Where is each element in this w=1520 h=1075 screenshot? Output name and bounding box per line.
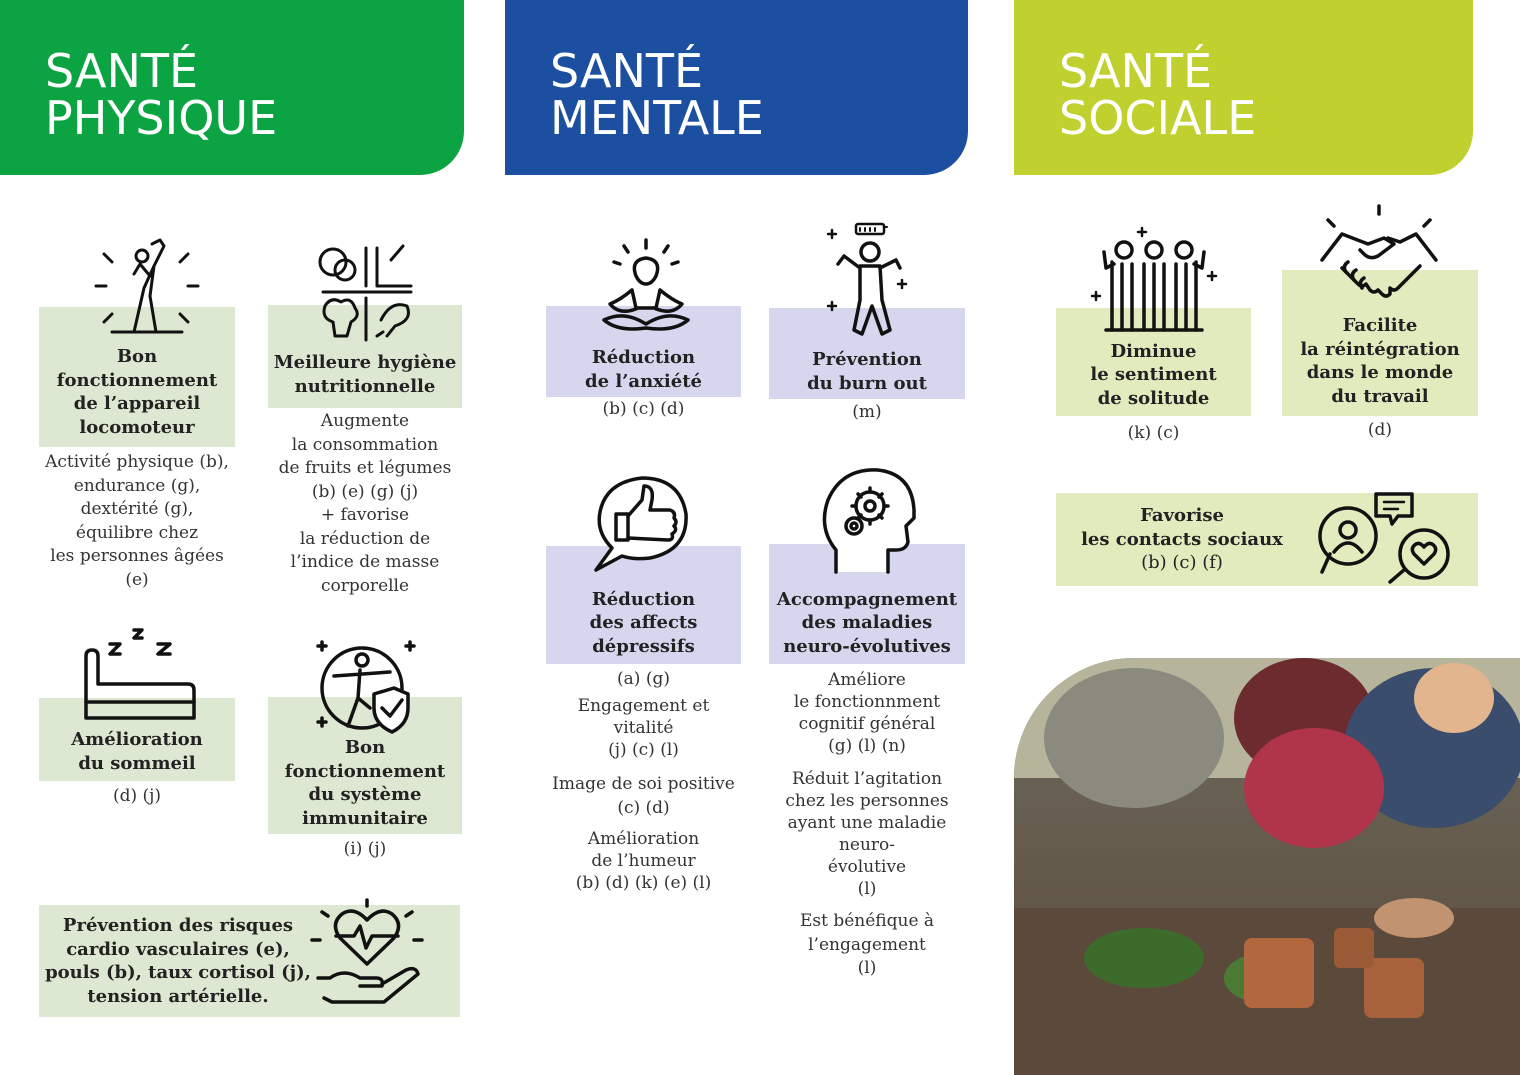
neuro-desc	[769, 669, 965, 757]
banner-line-1: SANTÉ	[1059, 44, 1213, 98]
nutrition-desc	[268, 410, 462, 598]
title-line: Meilleure hygiène	[273, 352, 457, 373]
banner-sante-sociale	[1014, 0, 1473, 175]
head-gears-icon	[818, 466, 920, 576]
banner-sante-physique	[0, 0, 464, 175]
title-line: Bon	[116, 346, 158, 367]
title-line: Amélioration	[71, 729, 203, 750]
title-line: le sentiment	[1090, 364, 1217, 385]
desc-line: (e)	[125, 569, 149, 590]
title-line: Accompagnement	[776, 588, 958, 610]
banner-line-1: SANTÉ	[550, 44, 704, 98]
neuro-desc-2	[769, 768, 965, 900]
desc-line: + favorise	[320, 505, 410, 525]
cardio-text	[39, 914, 317, 1008]
neuro-desc-3	[769, 910, 965, 981]
title-line: du système	[308, 784, 422, 805]
burnout-desc	[769, 401, 965, 425]
handshake-icon	[1318, 204, 1440, 304]
desc-line: (i) (j)	[343, 839, 387, 859]
locomoteur-desc	[39, 451, 235, 592]
title-line: immunitaire	[302, 807, 428, 829]
desc-line: corporelle	[320, 575, 410, 596]
desc-line: Amélioration	[587, 829, 700, 849]
anxiete-desc	[546, 398, 741, 422]
desc-line: le fonctionnment	[793, 692, 941, 712]
desc-line: (l)	[857, 958, 877, 978]
cardio-line: Prévention des risques	[62, 915, 294, 936]
desc-line: (b) (d) (k) (e) (l)	[575, 873, 712, 893]
desc-line: (b) (e) (g) (j)	[311, 481, 419, 502]
title-line: fonctionnement	[284, 760, 446, 782]
bed-sleep-icon	[80, 622, 200, 722]
title-line: neuro-évolutives	[783, 635, 951, 657]
title-line: Réduction	[591, 347, 696, 368]
cardio-line: pouls (b), taux cortisol (j),	[45, 962, 311, 983]
title-line: du burn out	[807, 372, 927, 394]
cardio-line: tension artérielle.	[87, 985, 269, 1007]
title-line: des maladies	[801, 612, 933, 633]
title-line: dans le monde	[1306, 362, 1454, 383]
depressifs-desc	[546, 668, 741, 692]
desc-line: chez les personnes	[785, 791, 949, 811]
thumbs-up-bubble-icon	[590, 470, 696, 574]
stretching-person-icon	[92, 236, 202, 336]
banner-line-1: SANTÉ	[45, 44, 199, 98]
title-line: nutritionnelle	[294, 375, 436, 397]
desc-line: ayant une maladie	[787, 813, 947, 833]
desc-line: Image de soi positive	[552, 774, 735, 794]
banner-sante-mentale	[505, 0, 968, 175]
chat-bubbles-icon	[1314, 492, 1452, 588]
title-line: Bon	[344, 737, 386, 758]
desc-line: équilibre chez	[75, 522, 199, 543]
desc-line: cognitif général	[798, 714, 936, 734]
solitude-desc	[1056, 422, 1251, 446]
sommeil-desc	[39, 785, 235, 809]
depressifs-desc-4	[546, 828, 741, 894]
desc-line: Réduit l’agitation	[791, 769, 943, 789]
contacts-line: Favorise	[1140, 505, 1224, 527]
desc-line: (k) (c)	[1127, 423, 1180, 443]
title-line: Réduction	[591, 588, 696, 610]
title-line: la réintégration	[1300, 338, 1460, 360]
desc-line: Améliore	[828, 670, 906, 690]
title-line: de l’appareil	[73, 393, 201, 414]
title-line: de l’anxiété	[585, 370, 702, 392]
desc-line: (d) (j)	[112, 786, 162, 806]
desc-line: (g) (l) (n)	[828, 736, 906, 756]
desc-line: (a) (g)	[617, 669, 670, 689]
contacts-line: les contacts sociaux	[1081, 528, 1283, 550]
title-line: dépressifs	[592, 635, 695, 657]
desc-line: Engagement et	[577, 696, 710, 716]
title-line: des affects	[589, 612, 698, 633]
desc-line: l’engagement	[808, 934, 926, 955]
banner-line-2: MENTALE	[550, 91, 764, 145]
desc-line: l’indice de masse	[290, 552, 440, 572]
desc-line: neuro-	[838, 835, 896, 855]
immunitaire-desc	[268, 838, 462, 862]
banner-line-2: PHYSIQUE	[45, 91, 278, 145]
title-line: du travail	[1331, 385, 1429, 407]
title-line: de solitude	[1097, 387, 1210, 409]
desc-line: la consommation	[291, 434, 439, 455]
desc-line: de l’humeur	[591, 851, 696, 871]
food-grid-icon	[311, 240, 421, 345]
desc-line: (c) (d)	[617, 797, 670, 818]
desc-line: dextérité (g),	[80, 499, 194, 519]
desc-line: (m)	[852, 402, 882, 422]
desc-line: Augmente	[320, 411, 410, 431]
contacts-text	[1056, 504, 1308, 575]
desc-line: les personnes âgées	[50, 546, 224, 566]
heart-in-hand-icon	[306, 898, 428, 1014]
desc-line: (l)	[857, 879, 877, 899]
desc-line: (b) (c) (d)	[602, 399, 685, 419]
contacts-line: (b) (c) (f)	[1141, 552, 1223, 574]
desc-line: la réduction de	[299, 528, 431, 549]
title-line: Prévention	[812, 349, 922, 370]
desc-line: de fruits et légumes	[278, 458, 452, 478]
title-line: Diminue	[1110, 340, 1197, 362]
desc-line: (d)	[1367, 420, 1393, 440]
title-line: locomoteur	[79, 416, 195, 438]
desc-line: endurance (g),	[73, 475, 201, 496]
desc-line: Est bénéfique à	[799, 911, 935, 931]
title-line: fonctionnement	[56, 369, 218, 391]
group-cheering-icon	[1088, 222, 1220, 332]
desc-line: Activité physique (b),	[45, 452, 229, 472]
title-line: du sommeil	[78, 752, 196, 774]
banner-line-2: SOCIALE	[1059, 91, 1257, 145]
desc-line: évolutive	[827, 857, 907, 877]
energetic-person-battery-icon	[826, 220, 910, 340]
depressifs-desc-2	[546, 695, 741, 761]
gardening-family-photo	[1014, 658, 1520, 1075]
title-line: Facilite	[1342, 315, 1418, 336]
desc-line: vitalité	[613, 718, 674, 738]
cardio-line: cardio vasculaires (e),	[66, 938, 290, 960]
meditation-icon	[596, 238, 696, 336]
travail-desc	[1282, 419, 1478, 443]
desc-line: (j) (c) (l)	[608, 740, 679, 760]
immune-shield-person-icon	[312, 636, 420, 736]
depressifs-desc-3	[536, 773, 751, 820]
